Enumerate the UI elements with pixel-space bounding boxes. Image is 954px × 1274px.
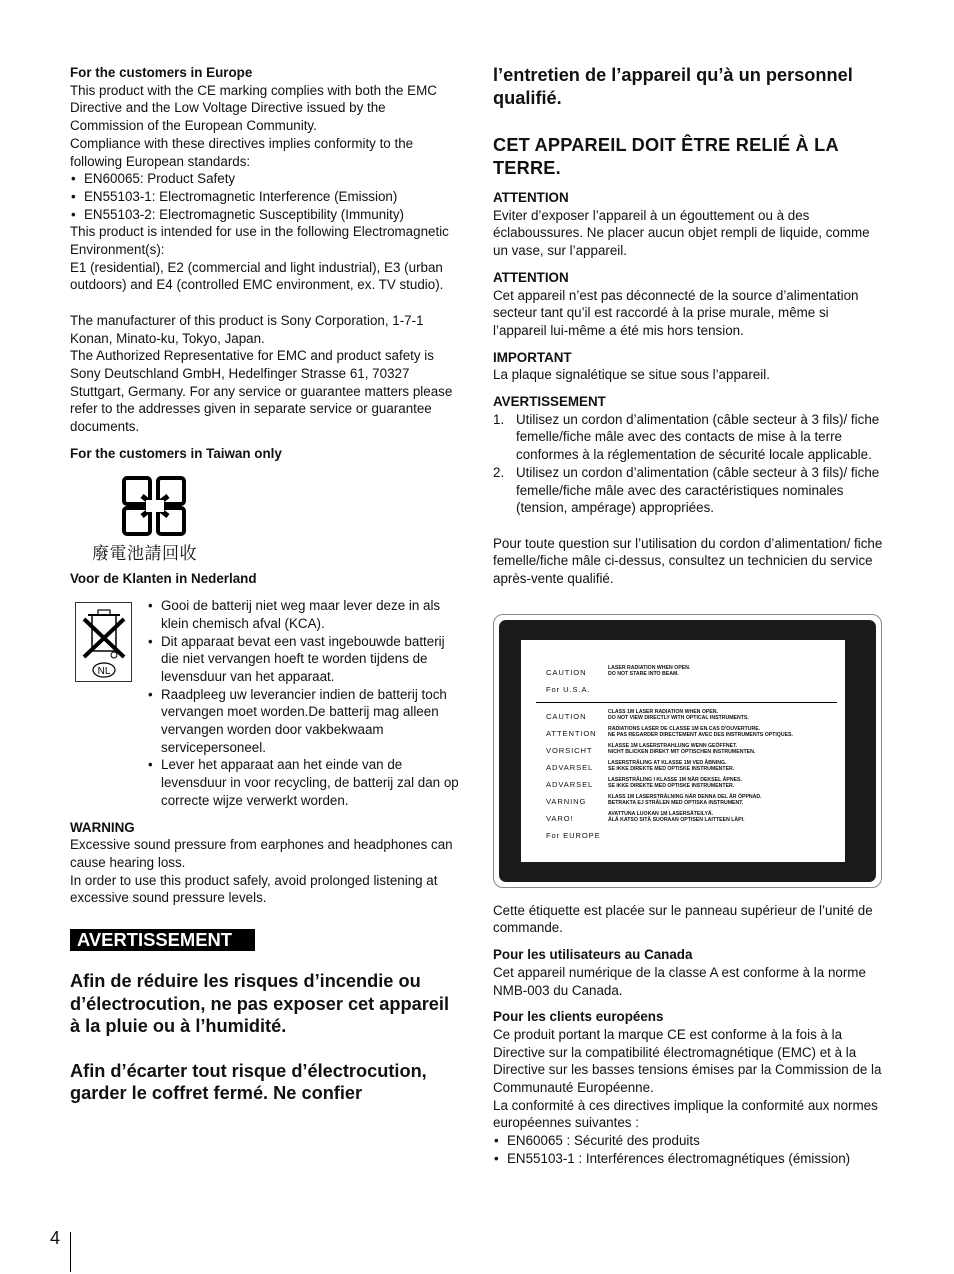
page-number: 4 (50, 1228, 61, 1248)
label-caution-text: DO NOT STARE INTO BEAM. (608, 670, 679, 677)
europe-paragraph: This product with the CE marking complies with both the EMC Directive and the Low Voltage Directive issued by the Commission of the European Community. (70, 82, 437, 134)
label-caution: CAUTION (546, 667, 587, 677)
warning-paragraph: Excessive sound pressure from earphones and headphones can cause hearing loss. (70, 837, 453, 870)
warning-heading: WARNING (70, 819, 135, 835)
warning-paragraph: In order to use this product safely, avoid prolonged listening at excessive sound pressure levels. (70, 872, 438, 906)
nl-list (147, 597, 462, 809)
label-row-text: SE IKKE DIREKTE MED OPTISKE INSTRUMENTER. (608, 765, 735, 772)
eu-paragraph: La conformité à ces directives implique la conformité aux normes européennes suivantes : (493, 1097, 878, 1131)
list-item: • Raadpleeg uw leverancier indien de batterij toch vervangen moet worden.De batterij mag alleen vervangen worden door vakbekwaam servicepersoneel. (147, 686, 462, 757)
europe-paragraph: This product is intended for use in the following Electromagnetic Environment(s): (70, 224, 449, 258)
label-row-text: KLASSE 1M LASERSTRAHLUNG WENN GEÖFFNET. (608, 742, 738, 749)
safety-statement-continued: l’entretien de l’appareil qu’à un personnel qualifié. (493, 65, 853, 108)
eu-paragraph: Ce produit portant la marque CE est conforme à la fois à la Directive sur la compatibilité électromagnétique (EMC) et à la Directive sur les basses tensions émises par la Commission de la Communauté Européenne. (493, 1026, 882, 1096)
list-item: • Gooi de batterij niet weg maar lever deze in als klein chemisch afval (KCA). (147, 597, 462, 632)
manufacturer-paragraph: The manufacturer of this product is Sony Corporation, 1-7-1 Konan, Minato-ku, Tokyo, Japan. (70, 312, 424, 346)
nl-heading: Voor de Klanten in Nederland (70, 571, 257, 587)
label-row-text: CLASS 1M LASER RADIATION WHEN OPEN. (608, 708, 718, 715)
list-item: 2. Utilisez un cordon d’alimentation (câble secteur à 3 fils)/ fiche femelle/fiche mâle avec des caractéristiques nominales (tension, ampérage) appropriées. (493, 464, 880, 516)
label-region-europe: For EUROPE (546, 830, 601, 840)
canada-paragraph: Cet appareil numérique de la classe A est conforme à la norme NMB-003 du Canada. (493, 964, 866, 998)
avertissement-list (493, 411, 885, 517)
label-row-key: ATTENTION (546, 728, 597, 738)
left-column (70, 64, 462, 1105)
label-row-text: BETRAKTA EJ STRÅLEN MED OPTISKA INSTRUMENT. (608, 799, 744, 806)
list-item: • EN60065 : Sécurité des produits (493, 1132, 885, 1150)
safety-statement: Afin de réduire les risques d’incendie ou d’électrocution, ne pas exposer cet appareil à la pluie ou à l’humidité. (70, 971, 450, 1037)
nl-icon-label: NL (97, 666, 111, 678)
europe-paragraph: E1 (residential), E2 (commercial and light industrial), E3 (urban outdoors) and E4 (controlled EMC environment, ex. TV studio). (70, 259, 444, 293)
label-row-text: NICHT BLICKEN DIREKT MIT OPTISCHEN INSTRUMENTEN. (608, 748, 756, 755)
label-caption: Cette étiquette est placée sur le panneau supérieur de l’unité de commande. (493, 902, 873, 936)
label-row-key: VORSICHT (546, 745, 593, 755)
label-row-key: ADVARSEL (546, 762, 594, 772)
grounding-statement: CET APPAREIL DOIT ÊTRE RELIÉ À LA TERRE. (493, 135, 839, 178)
europe-paragraph: Compliance with these directives implies conformity to the following European standards: (70, 135, 414, 169)
safety-statement: Afin d’écarter tout risque d’électrocution, garder le coffret fermé. Ne confier (70, 1060, 427, 1104)
label-row-key: ADVARSEL (546, 779, 594, 789)
eu-standards-list (493, 1132, 885, 1167)
page-number-rule (70, 1232, 71, 1272)
list-item: 1. Utilisez un cordon d’alimentation (câble secteur à 3 fils)/ fiche femelle/fiche mâle avec des contacts de mise à la terre conformes à la réglementation de sécurité locale applicable. (493, 411, 880, 463)
attention-paragraph: Cet appareil n’est pas déconnecté de la source d’alimentation secteur tant qu’il est raccordé à la prise murale, même si l’appareil lui-même a été mis hors tension. (493, 287, 859, 338)
avertissement-label: AVERTISSEMENT (70, 929, 255, 951)
label-row-text: LASERSTRÅLING I KLASSE 1M NÅR DEKSEL ÅPNES. (608, 776, 742, 783)
avertissement-heading: AVERTISSEMENT (493, 394, 606, 410)
laser-caution-label (493, 614, 882, 888)
label-row-text: LASERSTRÅLING AT KLASSE 1M VED ÅBNING. (608, 759, 727, 766)
eu-heading: Pour les clients européens (493, 1009, 664, 1025)
canada-heading: Pour les utilisateurs au Canada (493, 947, 693, 963)
europe-standards-list (70, 170, 462, 223)
list-item: • EN55103-1: Electromagnetic Interference (Emission) (70, 188, 462, 206)
europe-heading: For the customers in Europe (70, 65, 253, 80)
nl-section (70, 597, 462, 809)
recycle-icon (122, 476, 188, 536)
important-heading: IMPORTANT (493, 349, 572, 365)
attention-heading: ATTENTION (493, 190, 569, 205)
label-row-text: KLASS 1M LASERSTRÅLNING NÄR DENNA DEL ÄR ÖPPNAD. (608, 793, 762, 800)
label-card (521, 640, 845, 862)
label-row-text: RADIATIONS LASER DE CLASSE 1M EN CAS D'OUVERTURE. (608, 725, 761, 732)
battery-recycle-logo (92, 476, 462, 564)
label-row-key: VARO! (546, 813, 574, 823)
important-paragraph: La plaque signalétique se situe sous l’appareil. (493, 367, 770, 383)
label-row-text: SE IKKE DIREKTE MED OPTISKE INSTRUMENTER. (608, 782, 735, 789)
right-column (493, 64, 885, 1168)
taiwan-recycle-text: 廢電池請回收 (92, 544, 197, 565)
list-item: • Dit apparaat bevat een vast ingebouwde batterij die niet vervangen hoeft te worden tijdens de levensduur van het apparaat. (147, 633, 462, 686)
list-item: • EN60065: Product Safety (70, 170, 462, 188)
manufacturer-paragraph: The Authorized Representative for EMC and product safety is Sony Deutschland GmbH, Hedelfinger Strasse 61, 70327 Stuttgart, Germany. For any service or guarantee matters please refer to the addresses given in separate service or guarantee documents. (70, 348, 453, 435)
label-row-text: DO NOT VIEW DIRECTLY WITH OPTICAL INSTRUMENTS. (608, 714, 749, 721)
label-divider (536, 702, 837, 703)
taiwan-heading: For the customers in Taiwan only (70, 445, 282, 461)
attention-paragraph: Eviter d’exposer l’appareil à un égouttement ou à des éclaboussures. Ne placer aucun objet rempli de liquide, comme un vase, sur l’appareil. (493, 207, 870, 259)
label-row-key: VARNING (546, 796, 587, 806)
cord-paragraph: Pour toute question sur l’utilisation du cordon d’alimentation/ fiche femelle/fiche mâle ci-dessus, consultez un technicien du service après-vente qualifié. (493, 535, 883, 587)
list-item: • EN55103-2: Electromagnetic Susceptibility (Immunity) (70, 206, 462, 224)
label-caution-text: LASER RADIATION WHEN OPEN. (608, 664, 691, 671)
label-row-text: AVATTUNA LUOKAN 1M LASERSÄTEILYÄ. (608, 810, 714, 817)
attention-heading: ATTENTION (493, 269, 569, 285)
label-row-text: NE PAS REGARDER DIRECTEMENT AVEC DES INSTRUMENTS OPTIQUES. (608, 731, 793, 738)
label-row-key: CAUTION (546, 711, 587, 721)
label-row-text: ÄLÄ KATSO SITÄ SUORAAN OPTISEN LAITTEEN LÄPI. (608, 816, 745, 823)
label-region-usa: For U.S.A. (546, 684, 591, 694)
list-item: • Lever het apparaat aan het einde van de levensduur in voor recycling, de batterij zal dan op correcte wijze verwerkt worden. (147, 756, 462, 809)
list-item: • EN55103-1 : Interférences électromagnétiques (émission) (493, 1150, 885, 1168)
crossed-bin-icon (75, 602, 132, 682)
